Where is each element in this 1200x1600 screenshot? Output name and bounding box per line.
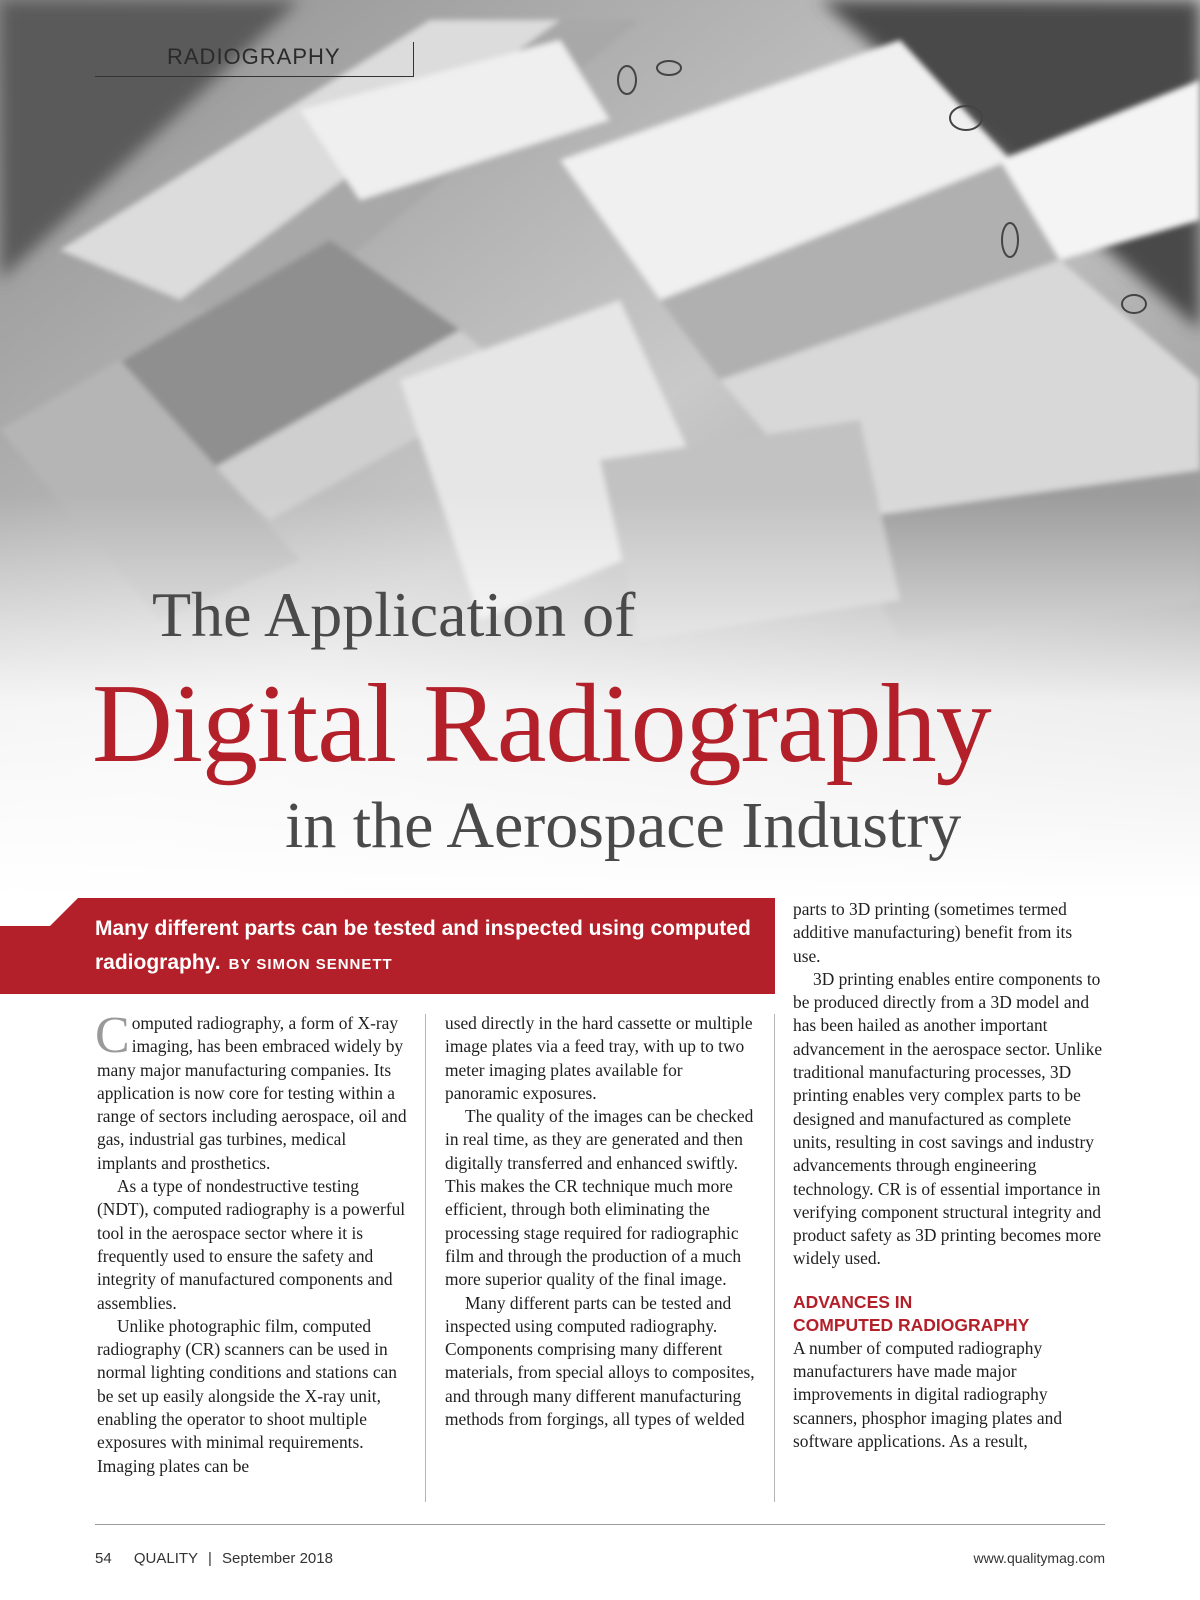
deck-text: Many different parts can be tested and inspected using computed radiography. (95, 917, 751, 974)
subhead-line-1: ADVANCES IN (793, 1291, 913, 1312)
footer-url[interactable]: www.qualitymag.com (973, 1550, 1105, 1566)
title-line-2: Digital Radiography (92, 662, 991, 786)
paragraph: The quality of the images can be checked in real time, as they are generated and then digitally transferred and enhanced swiftly. This makes the CR technique much more efficient, through both eliminating the processing stage required for radiographic film and through the production of a much more superior quality of the final image. (445, 1106, 754, 1290)
body-column-2 (445, 1012, 757, 1431)
paragraph: Unlike photographic film, computed radiography (CR) scanners can be used in normal lighting conditions and stations can be set up easily alongside the X-ray unit, enabling the operator to shoot multiple exposures with minimal requirements. Imaging plates can be (97, 1315, 397, 1476)
title-line-1: The Application of (152, 579, 636, 650)
byline: BY SIMON SENNETT (228, 956, 393, 973)
publication-name: QUALITY (133, 1550, 198, 1567)
paragraph: As a type of nondestructive testing (NDT), computed radiography is a powerful tool in the aerospace sector where it is frequently used to ensure the safety and integrity of manufactured components and assemblies. (97, 1176, 406, 1313)
drop-cap: C (95, 1007, 130, 1064)
paragraph: A number of computed radiography manufacturers have made major improvements in digital radiography scanners, phosphor imaging plates and software applications. As a result, (793, 1337, 1063, 1451)
column-divider-1 (425, 1014, 426, 1502)
page-number: 54 (95, 1550, 112, 1567)
paragraph (95, 1007, 407, 1175)
body-column-3 (793, 898, 1103, 1453)
deck-banner (0, 898, 775, 994)
paragraph: used directly in the hard cassette or multiple image plates via a feed tray, with up to two meter imaging plates available for panoramic exposures. (445, 1013, 753, 1103)
paragraph: parts to 3D printing (sometimes termed additive manufacturing) benefit from its use. (793, 899, 1073, 966)
subhead-line-2: COMPUTED RADIOGRAPHY (793, 1314, 1030, 1335)
column-divider-2 (774, 1014, 775, 1502)
issue-date: September 2018 (222, 1550, 333, 1567)
subhead (793, 1291, 1103, 1337)
title-line-3: in the Aerospace Industry (285, 789, 962, 862)
paragraph: Many different parts can be tested and inspected using computed radiography. Components comprising many different materials, from special alloys to composites, and through many different manufacturing methods from forgings, all types of welded (445, 1292, 755, 1430)
footer-separator: | (207, 1550, 212, 1567)
deck-text-block (95, 912, 755, 982)
paragraph-text: omputed radiography, a form of X-ray imaging, has been embraced widely by many major manufacturing companies. Its application is now core for testing within a range of sectors including aerospace, oil and gas, industrial gas turbines, medical implants and prosthetics. (97, 1013, 407, 1173)
footer-left (95, 1550, 333, 1567)
body-column-1 (95, 1007, 407, 1478)
section-label (95, 42, 414, 77)
footer-rule (95, 1524, 1105, 1525)
section-label-text: RADIOGRAPHY (167, 44, 341, 69)
paragraph: 3D printing enables entire components to be produced directly from a 3D model and has been hailed as another important advancement in the aerospace sector. Unlike traditional manufacturing processes, 3D printing enables very complex parts to be designed and manufactured as complete units, resulting in cost savings and industry advancements through engineering technology. CR is of essential importance in verifying component structural integrity and product safety as 3D printing becomes more widely used. (793, 968, 1103, 1269)
